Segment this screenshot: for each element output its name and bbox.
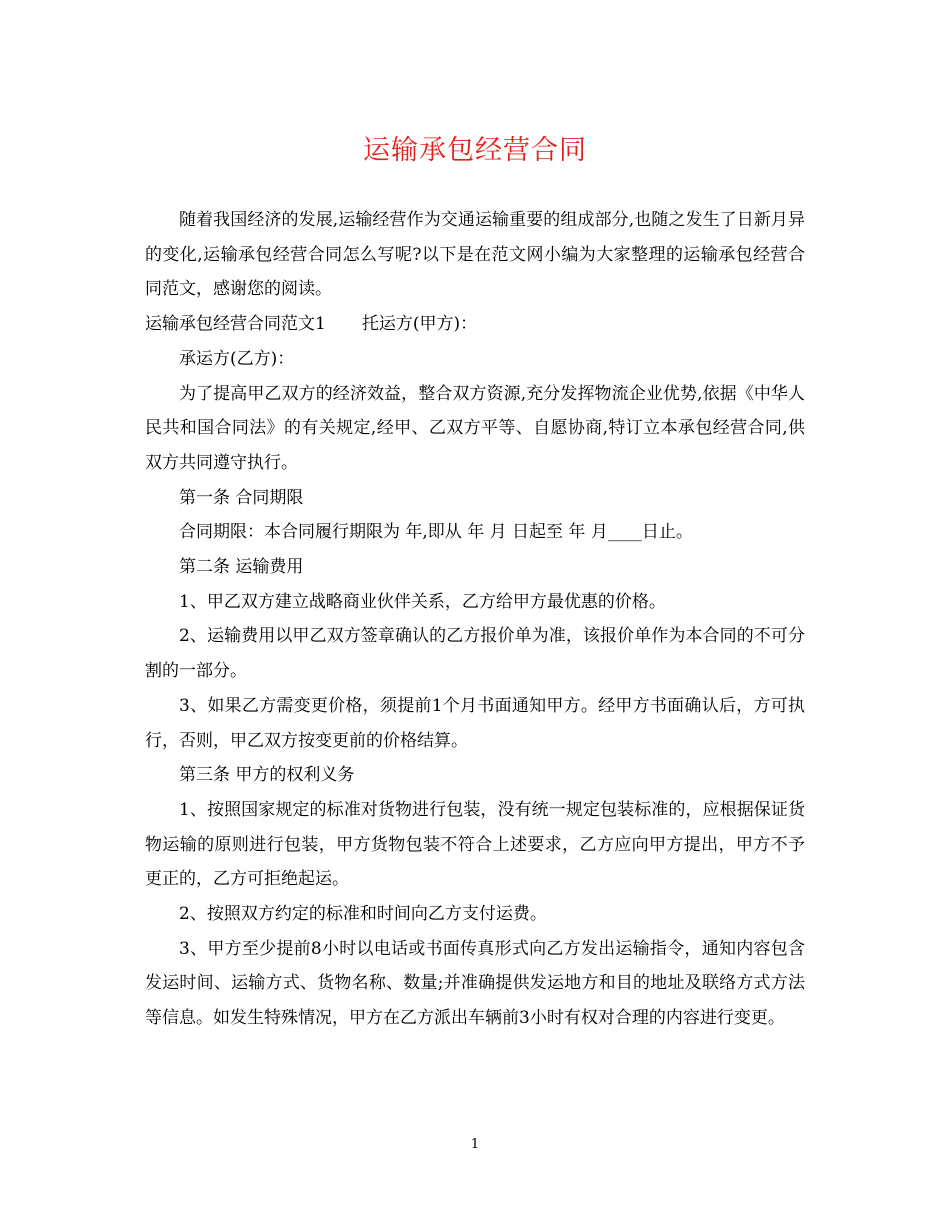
sample-heading-line bbox=[145, 307, 805, 342]
article2-item: 3、如果乙方需变更价格，须提前1个月书面通知甲方。经甲方书面确认后，方可执行，否则，甲乙双方按变更前的价格结算。 bbox=[145, 695, 805, 751]
preamble-paragraph: 为了提高甲乙双方的经济效益，整合双方资源,充分发挥物流企业优势,依据《中华人民共和国合同法》的有关规定,经甲、乙双方平等、自愿协商,特订立本承包经营合同,供双方共同遵守执行。 bbox=[145, 383, 805, 473]
article1-text: 合同期限：本合同履行期限为 年,即从 年 月 日起至 年 月____日止。 bbox=[179, 522, 693, 543]
article2-item: 2、运输费用以甲乙双方签章确认的乙方报价单为准，该报价单作为本合同的不可分割的一部分。 bbox=[145, 626, 805, 682]
article2-title: 第二条 运输费用 bbox=[179, 557, 304, 578]
page-number: 1 bbox=[470, 1137, 480, 1152]
sample-heading: 运输承包经营合同范文1 bbox=[145, 314, 326, 335]
article3-item: 3、甲方至少提前8小时以电话或书面传真形式向乙方发出运输指令，通知内容包含发运时间、运输方式、货物名称、数量;并准确提供发运地方和目的地址及联络方式方法等信息。如发生特殊情况，甲方在乙方派出车辆前3小时有权对合理的内容进行变更。 bbox=[145, 938, 805, 1029]
document-body bbox=[145, 203, 805, 1036]
article1-title: 第一条 合同期限 bbox=[179, 487, 304, 508]
party-b-label: 承运方(乙方)： bbox=[179, 348, 295, 369]
article3-item: 1、按照国家规定的标准对货物进行包装，没有统一规定包装标准的，应根据保证货物运输的原则进行包装，甲方货物包装不符合上述要求，乙方应向甲方提出，甲方不予更正的，乙方可拒绝起运。 bbox=[145, 799, 805, 890]
article2-item: 1、甲乙双方建立战略商业伙伴关系，乙方给甲方最优惠的价格。 bbox=[179, 591, 666, 612]
document-title: 运输承包经营合同 bbox=[363, 135, 587, 166]
article3-item: 2、按照双方约定的标准和时间向乙方支付运费。 bbox=[179, 904, 547, 925]
intro-paragraph: 随着我国经济的发展,运输经营作为交通运输重要的组成部分,也随之发生了日新月异的变化,运输承包经营合同怎么写呢?以下是在范文网小编为大家整理的运输承包经营合同范文，感谢您的阅读。 bbox=[145, 210, 805, 300]
party-a-label: 托运方(甲方)： bbox=[361, 314, 478, 335]
article3-title: 第三条 甲方的权利义务 bbox=[179, 765, 355, 786]
